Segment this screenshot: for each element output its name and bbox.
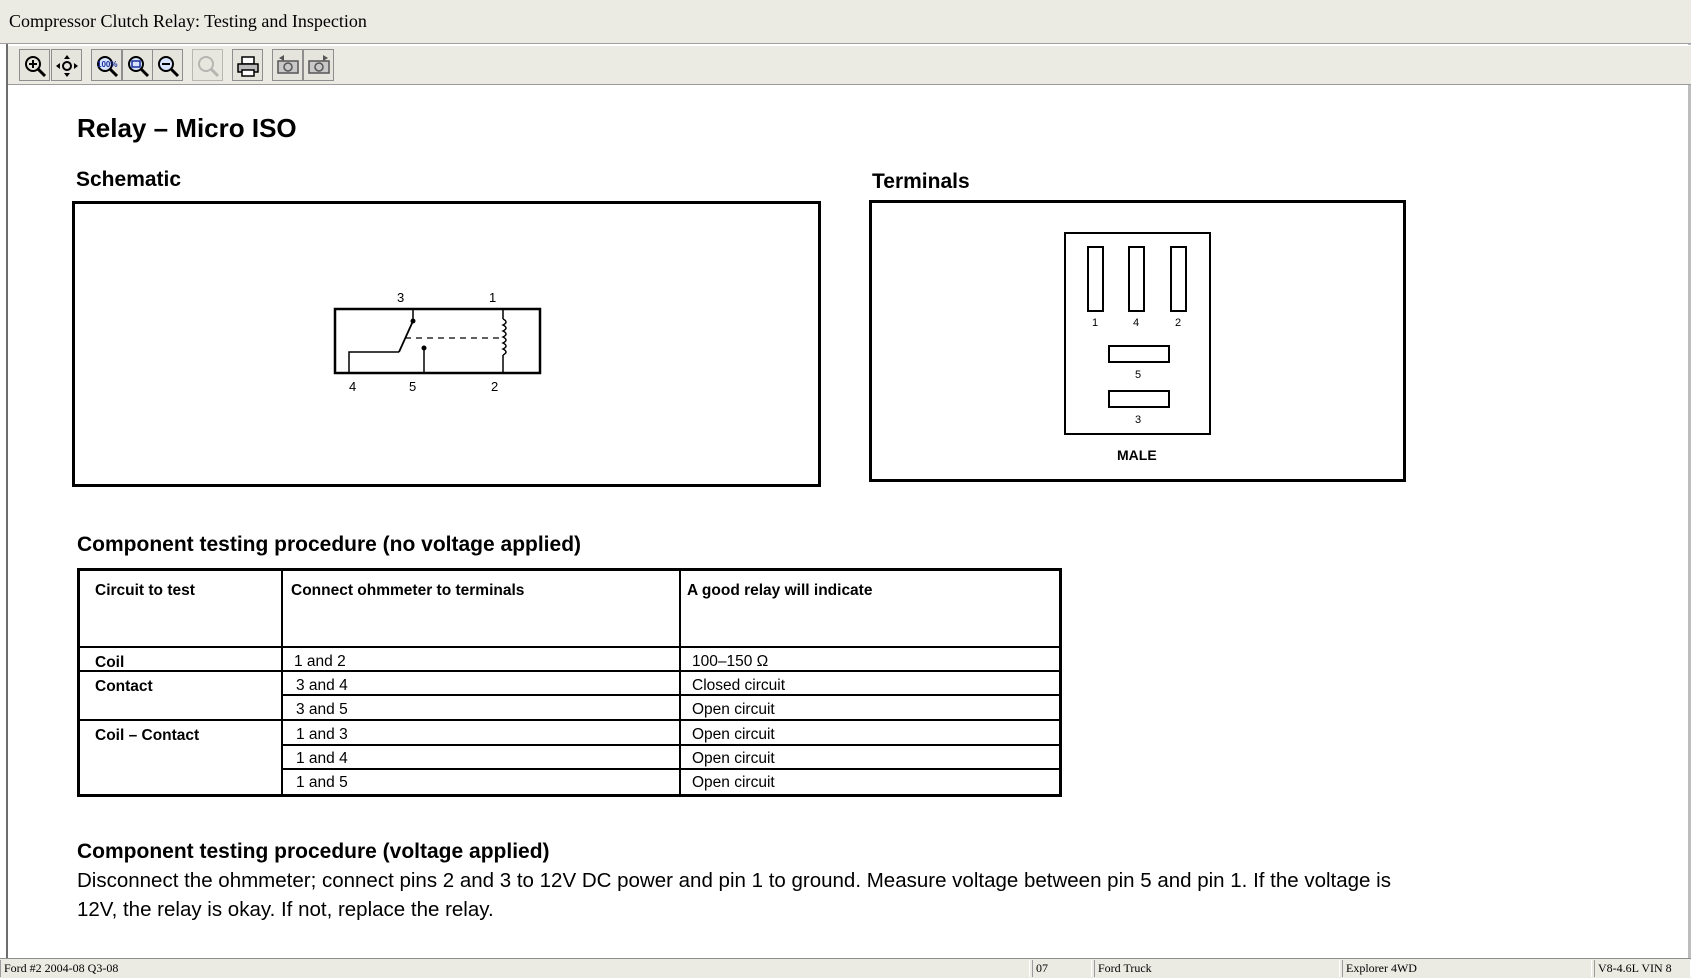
- status-engine: V8-4.6L VIN 8: [1594, 960, 1691, 977]
- terminals-diagram: [869, 200, 1406, 482]
- table-cell: Open circuit: [692, 750, 775, 767]
- page-title: Relay – Micro ISO: [77, 113, 297, 143]
- table-heading: Component testing procedure (no voltage applied): [77, 533, 582, 556]
- zoom-100-label: 100%: [97, 60, 118, 69]
- zoom-in-button[interactable]: [19, 49, 50, 81]
- table-cell: Open circuit: [692, 701, 775, 718]
- relay-schematic-drawing: [75, 204, 818, 484]
- table-cell: 1 and 3: [296, 726, 348, 743]
- table-group-label: Coil: [95, 654, 125, 671]
- camera-next-icon: [307, 54, 331, 78]
- test-table: [77, 568, 1062, 797]
- terminals-heading: Terminals: [872, 170, 970, 193]
- zoom-disabled-icon: [196, 54, 220, 78]
- zoom-out-icon: [156, 54, 180, 78]
- status-make: Ford Truck: [1094, 960, 1340, 977]
- table-cell: 100–150 Ω: [692, 653, 769, 670]
- schematic-pin-1: 1: [489, 290, 497, 305]
- title-bar: [0, 0, 1691, 44]
- terminal-gender-label: MALE: [1117, 447, 1157, 463]
- toolbar: [8, 45, 1691, 85]
- table-group-label: Contact: [95, 678, 153, 695]
- zoom-100-icon: [95, 54, 119, 78]
- table-cell: Closed circuit: [692, 677, 786, 694]
- zoom-disabled-button[interactable]: [192, 49, 223, 81]
- pan-icon: [55, 54, 79, 78]
- table-cell: 3 and 4: [296, 677, 348, 694]
- table-header: Circuit to test: [95, 582, 195, 599]
- terminal-label-1: 1: [1092, 317, 1099, 329]
- schematic-pin-5: 5: [409, 379, 417, 394]
- relay-terminals-drawing: [872, 203, 1403, 479]
- zoom-fit-button[interactable]: [122, 49, 153, 81]
- table-header: A good relay will indicate: [687, 582, 873, 599]
- status-year: 07: [1032, 960, 1092, 977]
- camera-previous-button[interactable]: [272, 49, 303, 81]
- schematic-pin-3: 3: [397, 290, 405, 305]
- terminal-label-2: 2: [1175, 317, 1182, 329]
- table-header: Connect ohmmeter to terminals: [291, 582, 525, 599]
- voltage-procedure-text: Disconnect the ohmmeter; connect pins 2 and 3 to 12V DC power and pin 1 to ground. Measure voltage between pin 5 and pin 1. If the voltage is 12V, the relay is okay. If not, replace the relay.: [77, 869, 1391, 921]
- schematic-pin-4: 4: [349, 379, 357, 394]
- table-cell: 3 and 5: [296, 701, 348, 718]
- table-cell: 1 and 4: [296, 750, 348, 767]
- schematic-pin-2: 2: [491, 379, 499, 394]
- status-bar: [0, 958, 1691, 978]
- schematic-heading: Schematic: [76, 168, 182, 191]
- table-cell: 1 and 2: [294, 653, 346, 670]
- terminal-label-3: 3: [1135, 414, 1142, 426]
- table-cell: 1 and 5: [296, 774, 348, 791]
- camera-previous-icon: [276, 54, 300, 78]
- table-grid: [80, 571, 1059, 794]
- status-source: Ford #2 2004-08 Q3-08: [0, 960, 1030, 977]
- voltage-heading: Component testing procedure (voltage applied): [77, 840, 550, 863]
- zoom-in-icon: [23, 54, 47, 78]
- table-cell: Open circuit: [692, 774, 775, 791]
- print-icon: [236, 54, 260, 78]
- zoom-out-button[interactable]: [152, 49, 183, 81]
- table-group-label: Coil – Contact: [95, 727, 200, 744]
- left-frame-border: [6, 44, 8, 958]
- camera-next-button[interactable]: [303, 49, 334, 81]
- zoom-100-button[interactable]: [91, 49, 122, 81]
- terminal-label-5: 5: [1135, 369, 1142, 381]
- table-cell: Open circuit: [692, 726, 775, 743]
- status-model: Explorer 4WD: [1342, 960, 1592, 977]
- zoom-fit-icon: [126, 54, 150, 78]
- print-button[interactable]: [232, 49, 263, 81]
- schematic-diagram: [72, 201, 821, 487]
- pan-button[interactable]: [51, 49, 82, 81]
- terminal-label-4: 4: [1133, 317, 1140, 329]
- window-title: Compressor Clutch Relay: Testing and Inspection: [9, 11, 367, 31]
